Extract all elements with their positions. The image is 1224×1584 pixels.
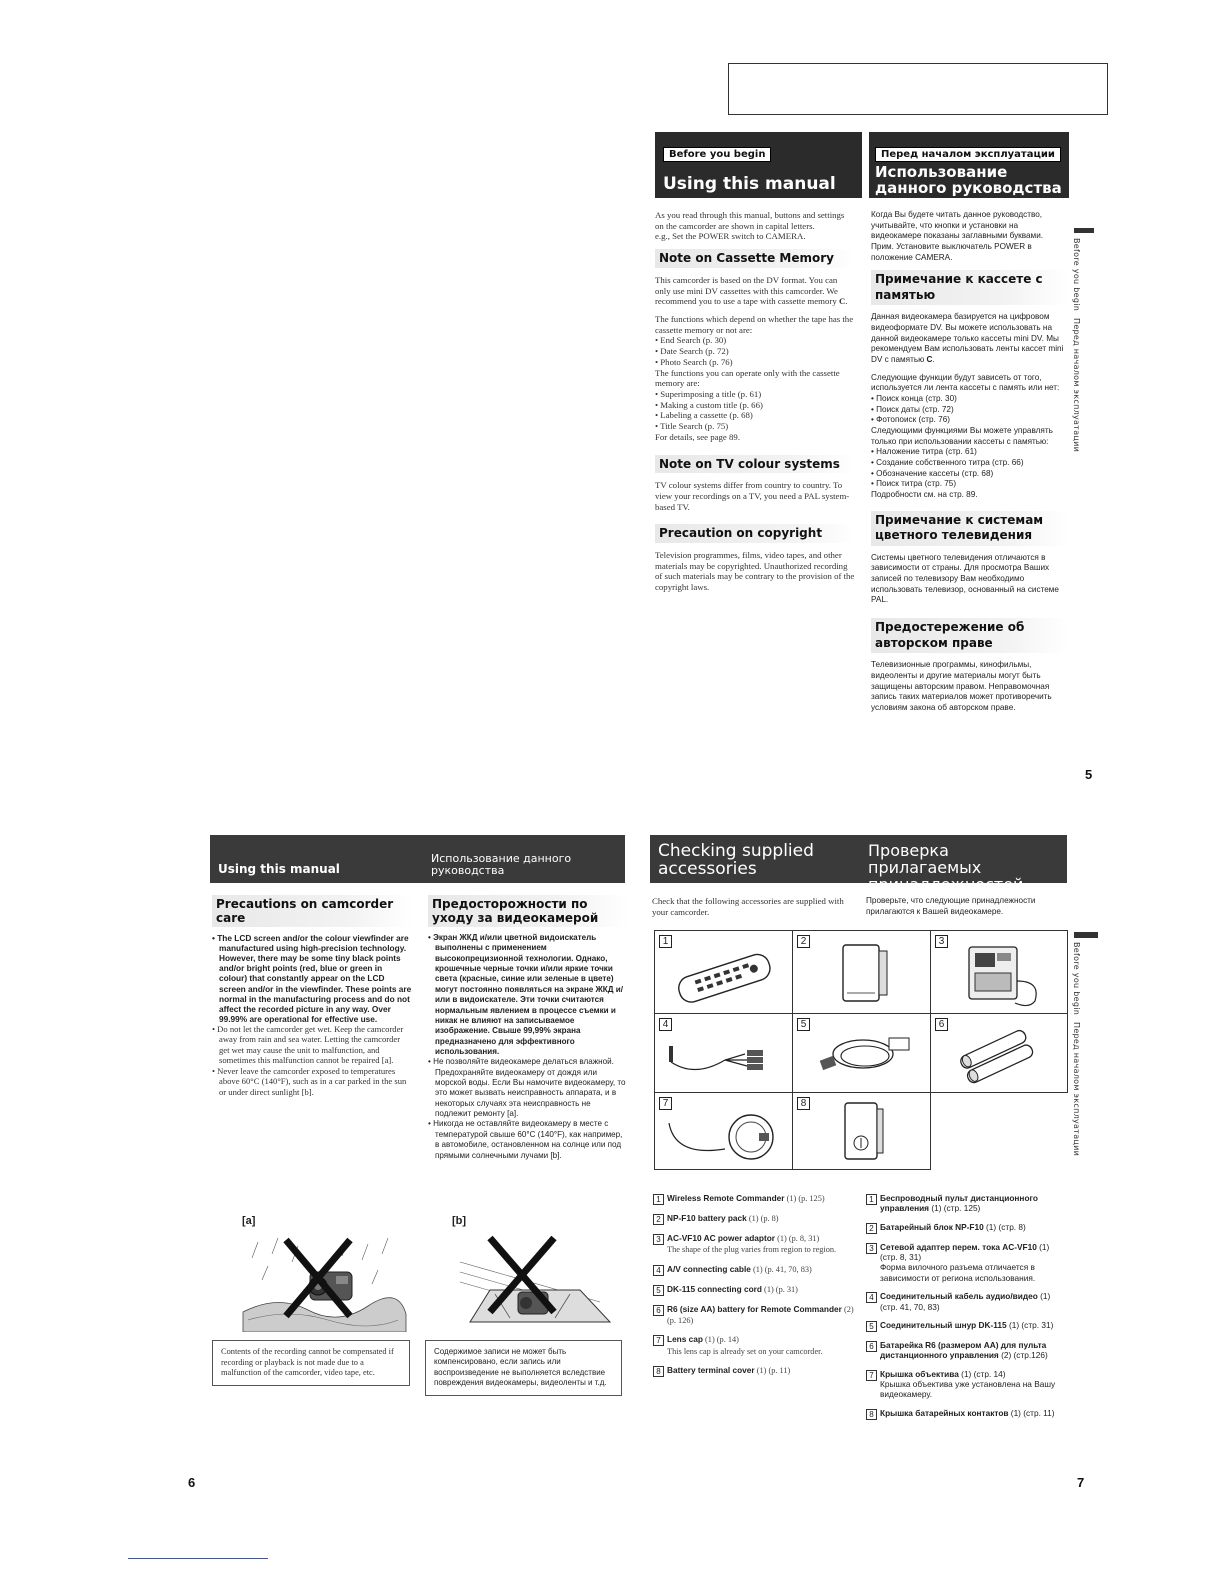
connecting-cord-icon [793, 1014, 931, 1092]
item-number: 8 [866, 1409, 877, 1420]
accessory-cell-av-cable [654, 1013, 793, 1093]
cell-number: 3 [935, 935, 948, 948]
list-item [653, 1233, 858, 1256]
list-item: Photo Search (p. 76) [660, 356, 733, 367]
list-item [866, 1408, 1066, 1420]
battery-pack-icon [793, 931, 931, 1013]
p5-en-cm-list2: • Superimposing a title (p. 61) • Making a custom title (p. 66) • Labeling a cassette (p. 68) • Title Search (p. 75) [655, 388, 763, 432]
item-ref: (2) (p. 126) [667, 1304, 854, 1326]
p5-ru-cp-p: Телевизионные программы, кинофильмы, видеоленты и другие материалы могут быть защищены авторским правом. Неправомочная запись таких материалов может противоречить условиям закона об авторском праве. [871, 660, 1052, 712]
p5-ru-tv-head: Примечание к системам цветного телевидения [871, 511, 1068, 546]
p5-header-ru [869, 132, 1069, 198]
item-ref: (1) (стр. 11) [1008, 1407, 1055, 1418]
item-name: Lens cap [667, 1334, 703, 1345]
p5-en-cp-p: Television programmes, films, video tapes, and other materials may be copyrighted. Unauthorized recording of such materials may be contrary to the provision of the copyright laws. [655, 549, 855, 593]
item-name: Соединительный шнур DK-115 [880, 1319, 1007, 1330]
item-ref: (1) (стр. 8, 31) [880, 1241, 1050, 1263]
p5-ru-cm-list1: • Поиск конца (стр. 30) • Поиск даты (стр. 72) • Фотопоиск (стр. 76) [871, 394, 957, 425]
p7-intro-ru: Проверьте, что следующие принадлежности прилагаются к Вашей видеокамере. [866, 896, 1036, 916]
p5-header-en-title: Using this manual [663, 174, 836, 194]
p5-ru-cp-head: Предостережение об авторском праве [871, 618, 1068, 653]
p6-note-en [212, 1340, 410, 1386]
item-number: 2 [653, 1214, 664, 1225]
item-name: Wireless Remote Commander [667, 1193, 785, 1203]
bullet-text: Никогда не оставляйте видеокамеру в месте с температурой свыше 60°C (140°F), как например, в автомобиле, остановленном на солнце или под прямыми солнечными лучами [b]. [433, 1119, 623, 1160]
p6-header-en [210, 835, 425, 883]
cassette-memory-icon: C [838, 296, 846, 307]
item-name: NP-F10 battery pack [667, 1213, 747, 1223]
item-name: R6 (size AA) battery for Remote Commander [667, 1303, 842, 1314]
item-ref: (1) (p. 8, 31) [775, 1234, 820, 1243]
list-item: Making a custom title (p. 66) [660, 399, 763, 410]
p7-en-accessory-list [653, 1193, 858, 1385]
p6-ru-bullet-1: • Экран ЖКД и/или цветной видоискатель выполнены с применением высокопрецизионной технологии. Однако, крошечные черные точки и/или яркие точки света (красные, синие или зеленые в цвете) могут постоянно появляться на экране ЖКД и/или в видоискателе. Эти точки считаются нормальным явлением в процессе съемки и никак не влияют на записываемое изображение. Свыше 99,99% экрана предназначено для эффективного использования. [428, 933, 623, 1056]
list-item [653, 1304, 858, 1327]
p5-side-tab-en: Before you begin [1072, 238, 1081, 312]
p6-en-head: Precautions on camcorder care [212, 895, 412, 927]
p5-en-cm-p1: This camcorder is based on the DV format. You can only use mini DV cassettes with this camcorder. We recommend you to use a tape with cassette memory [655, 274, 838, 307]
item-note: The shape of the plug varies from region to region. [667, 1245, 837, 1255]
list-item: Title Search (p. 75) [660, 421, 729, 432]
item-ref: (1) (стр. 14) [958, 1368, 1006, 1379]
list-item: Поиск конца (стр. 30) [876, 394, 957, 404]
item-number: 6 [653, 1305, 664, 1316]
cell-number: 6 [935, 1018, 948, 1031]
bullet-text: The LCD screen and/or the colour viewfinder are manufactured using high-precision technology. However, there may be some tiny black points and/or bright points (red, blue or green in colour) that constantly appear on the LCD screen and/or in the viewfinder. These points are normal in the manufacturing process and do not affect the recorded picture in any way. Over 99.99% are operational for effective use. [217, 933, 412, 1024]
p5-ru-intro: Когда Вы будете читать данное руководство, учитывайте, что кнопки и установки на видеокамере показаны заглавными буквами. [871, 210, 1044, 241]
item-number: 3 [653, 1234, 664, 1245]
p6-header-en-title: Using this manual [218, 862, 340, 876]
p5-ru-column: Когда Вы будете читать данное руководство, учитывайте, что кнопки и установки на видеокамере показаны заглавными буквами. Прим. Установите выключатель POWER в положение CAMERA. Примечание к кассете с памятью Данная видеокамера базируется на цифровом видеоформате DV. Вы можете использовать на данной видеокамере только кассеты mini DV. Мы рекомендуем Вам использовать ленты кассет mini DV с памятью C. Следующие функции будут зависеть от того, используется ли лента кассеты с память или нет: • Поиск конца (стр. 30) • Поиск даты (стр. 72) • Фотопоиск (стр. 76) Следующими функциями Вы можете управлять только при использовании кассеты с памятью: • Наложение титра (стр. 61) • Создание собственного титра (стр. 66) • Обозначение кассеты (стр. 68) • Поиск титра (стр. 75) Подробности см. на стр. 89. Примечание к системам цветного телевидения Системы цветного телевидения отличаются в зависимости от страны. Для просмотра Ваших записей по телевизору Вам необходимо использовать телевизор, основанный на системе PAL. Предостережение об авторском праве Телевизионные программы, кинофильмы, видеоленты и другие материалы могут быть защищены авторским правом. Неправомочная запись таких материалов может противоречить условиям закона об авторском праве. [871, 210, 1068, 721]
p7-side-marker [1074, 932, 1098, 938]
item-name: DK-115 connecting cord [667, 1283, 762, 1294]
p5-en-intro2: e.g., Set the POWER switch to CAMERA. [655, 231, 806, 242]
list-item [866, 1193, 1066, 1214]
cell-number: 5 [797, 1018, 810, 1031]
p5-page-number: 5 [1085, 767, 1093, 782]
accessory-cell-adaptor [930, 930, 1068, 1014]
bullet-text: Экран ЖКД и/или цветной видоискатель выполнены с применением высокопрецизионной технологии. Однако, крошечные черные точки и/или яркие точки света (красные, синие или зеленые в цвете) могут постоянно появляться на экране ЖКД и/или в видоискателе. Эти точки считаются нормальным явлением в процессе съемки и никак не влияют на записываемое изображение. Свыше 99,99% экрана предназначено для эффективного использования. [433, 933, 623, 1056]
bullet-text: Never leave the camcorder exposed to temperatures above 60°C (140°F), such as in a car parked in the sun or under direct sunlight [b]. [217, 1065, 407, 1097]
accessory-cell-terminal-cover [792, 1092, 931, 1170]
item-number: 5 [653, 1285, 664, 1296]
p6-header-ru [425, 835, 625, 883]
item-number: 4 [866, 1292, 877, 1303]
p5-ru-cm-p4: Подробности см. на стр. 89. [871, 489, 978, 499]
list-item: Наложение титра (стр. 61) [876, 447, 977, 457]
list-item [653, 1334, 858, 1357]
p6-note-ru-text: Содержимое записи не может быть компенсировано, если запись или воспроизведение не выполняется вследствие повреждения видеокамеры, видеоленты и т.д. [434, 1347, 607, 1388]
item-name: Крышка объектива [880, 1368, 959, 1379]
p5-en-cm-p4: For details, see page 89. [655, 431, 741, 442]
accessory-cell-remote [654, 930, 793, 1014]
p5-header-ru-title: Использование данного руководства [875, 163, 1062, 197]
cassette-memory-icon: C [926, 355, 933, 365]
p7-intro-en: Check that the following accessories are supplied with your camcorder. [652, 896, 844, 917]
accessory-cell-lens-cap [654, 1092, 793, 1170]
list-item: Обозначение кассеты (стр. 68) [876, 468, 994, 478]
list-item [653, 1365, 858, 1377]
list-item: Создание собственного титра (стр. 66) [876, 458, 1024, 467]
p6-ru-column [428, 895, 628, 1161]
p6-en-bullet-2: • Do not let the camcorder get wet. Keep the camcorder away from rain and sea water. Letting the camcorder get wet may cause the unit to malfunction, and sometimes this malfunction cannot be repaired [a]. [212, 1023, 404, 1066]
item-name: Батарейка R6 (размером AA) для пульта дистанционного управления [880, 1339, 1047, 1361]
p5-en-tv-head: Note on TV colour systems [655, 455, 855, 474]
item-number: 8 [653, 1366, 664, 1377]
p5-en-intro: As you read through this manual, buttons and settings on the camcorder are shown in capital letters. [655, 210, 845, 231]
item-number: 1 [653, 1194, 664, 1205]
item-ref: (1) (p. 41, 70, 83) [750, 1264, 812, 1274]
list-item [653, 1264, 858, 1276]
item-name: Battery terminal cover [667, 1365, 755, 1376]
remote-commander-icon [655, 931, 793, 1013]
list-item [866, 1291, 1066, 1312]
item-name: A/V connecting cable [667, 1263, 751, 1274]
p7-header-en [650, 835, 862, 883]
list-item: Date Search (p. 72) [660, 346, 729, 357]
item-name: Батарейный блок NP-F10 [880, 1221, 984, 1232]
item-number: 7 [653, 1335, 664, 1346]
accessory-cell-battery [792, 930, 931, 1014]
p6-en-column [212, 895, 412, 1097]
aa-batteries-icon [931, 1014, 1069, 1092]
p6-header-ru-title: Использование данного руководства [431, 852, 572, 877]
list-item: Поиск даты (стр. 72) [876, 404, 954, 414]
list-item [866, 1242, 1066, 1283]
cell-number: 8 [797, 1097, 810, 1110]
p7-ru-accessory-list [866, 1193, 1066, 1428]
list-item: Поиск титра (стр. 75) [876, 479, 957, 489]
top-empty-box [728, 63, 1108, 115]
list-item: Labeling a cassette (p. 68) [660, 410, 753, 421]
item-ref: (1) (p. 31) [761, 1284, 798, 1294]
p5-ru-cm-list2: • Наложение титра (стр. 61) • Создание собственного титра (стр. 66) • Обозначение кассеты (стр. 68) • Поиск титра (стр. 75) [871, 447, 1024, 489]
p5-en-cm-list1: • End Search (p. 30) • Date Search (p. 72) • Photo Search (p. 76) [655, 335, 733, 367]
p5-ru-cm-head: Примечание к кассете с памятью [871, 270, 1068, 305]
item-ref: (1) (p. 14) [702, 1335, 739, 1345]
list-item: Фотопоиск (стр. 76) [876, 415, 950, 425]
p5-en-cm-head: Note on Cassette Memory [655, 249, 855, 268]
p6-label-b: [b] [452, 1215, 467, 1227]
p5-ru-cm-p1: Данная видеокамера базируется на цифровом видеоформате DV. Вы можете использовать на данной видеокамере только кассеты mini DV. Мы рекомендуем Вам использовать ленты кассет mini DV с памятью [871, 312, 1064, 365]
p6-label-a: [a] [242, 1215, 256, 1227]
item-ref: (1) (p. 11) [754, 1366, 791, 1376]
p5-en-cm-p3: The functions you can operate only with the cassette memory are: [655, 367, 840, 389]
item-ref: (1) (p. 8) [746, 1214, 779, 1223]
lens-cap-icon [655, 1093, 793, 1169]
item-ref: (1) (стр. 31) [1006, 1319, 1054, 1330]
item-number: 1 [866, 1194, 877, 1205]
p7-header-ru-title: Проверка прилагаемых принадлежностей [868, 841, 1024, 894]
p5-ru-tv-p: Системы цветного телевидения отличаются в зависимости от страны. Для просмотра Ваших записей по телевизору Вам необходимо использовать телевизор, основанный на системе PAL. [871, 552, 1059, 605]
p5-side-tab-ru: Перед началом эксплуатации [1072, 318, 1081, 453]
item-ref: (1) (стр. 8) [983, 1221, 1026, 1232]
item-name: Крышка батарейных контактов [880, 1407, 1009, 1418]
item-number: 4 [653, 1265, 664, 1276]
p6-page-number: 6 [188, 1475, 196, 1490]
p7-accessory-grid [654, 930, 1068, 1170]
cell-number: 4 [659, 1018, 672, 1031]
list-item [866, 1320, 1066, 1332]
p5-header-en [655, 132, 862, 198]
p7-header-ru [862, 835, 1067, 894]
p6-illustration-sun-car [450, 1232, 620, 1332]
p5-en-cp-head: Precaution on copyright [655, 524, 855, 543]
item-name: Соединительный кабель аудио/видео [880, 1291, 1038, 1302]
list-item [653, 1193, 858, 1205]
p6-ru-bullet-2: • Не позволяйте видеокамере делаться влажной. Предохраняйте видеокамеру от дождя или морской воды. Если Вы намочите видеокамеру, то это может вызвать неисправность аппарата, и в некоторых случаях эта неисправность не подлежит ремонту [a]. [428, 1057, 626, 1119]
cell-number: 1 [659, 935, 672, 948]
item-number: 5 [866, 1321, 877, 1332]
list-item [653, 1213, 858, 1225]
p7-side-tab-en: Before you begin [1072, 942, 1081, 1016]
footer-link-underline [128, 1558, 268, 1559]
item-ref: (1) (стр. 41, 70, 83) [880, 1291, 1051, 1312]
bullet-text: Do not let the camcorder get wet. Keep the camcorder away from rain and sea water. Letting the camcorder get wet may cause the unit to malfunction, and sometimes this malfunction cannot be repaired [a]. [217, 1023, 404, 1066]
accessory-cell-aa-batteries [930, 1013, 1068, 1093]
list-item [866, 1340, 1066, 1361]
item-note: Форма вилочного разъема отличается в зависимости от региона использования. [880, 1262, 1036, 1283]
list-item [866, 1369, 1066, 1400]
item-number: 3 [866, 1243, 877, 1254]
item-name: AC-VF10 AC power adaptor [667, 1233, 776, 1243]
bullet-text: Не позволяйте видеокамере делаться влажной. Предохраняйте видеокамеру от дождя или морской воды. Если Вы намочите видеокамеру, то это может вызвать неисправность аппарата, и в некоторых случаях эта неисправность не подлежит ремонту [a]. [433, 1057, 626, 1119]
item-ref: (2) (стр.126) [998, 1350, 1048, 1361]
p5-side-marker [1074, 228, 1094, 233]
list-item [866, 1222, 1066, 1234]
item-number: 2 [866, 1223, 877, 1234]
battery-terminal-cover-icon [793, 1093, 931, 1169]
accessory-cell-connecting-cord [792, 1013, 931, 1093]
item-note: Крышка объектива уже установлена на Вашу видеокамеру. [880, 1378, 1056, 1400]
p6-en-bullet-1: • The LCD screen and/or the colour viewfinder are manufactured using high-precision technology. However, there may be some tiny black points and/or bright points (red, blue or green in colour) that constantly appear on the LCD screen and/or in the viewfinder. These points are normal in the manufacturing process and do not affect the recorded picture in any way. Over 99.99% are operational for effective use. [212, 933, 412, 1024]
item-name: Сетевой адаптер перем. тока AC-VF10 [880, 1241, 1037, 1252]
item-ref: (1) (p. 125) [784, 1194, 825, 1203]
p6-illustration-rain [238, 1232, 408, 1332]
p7-page-number: 7 [1077, 1475, 1085, 1490]
item-name: Беспроводный пульт дистанционного управления [880, 1193, 1038, 1214]
p6-en-bullet-3: • Never leave the camcorder exposed to temperatures above 60°C (140°F), such as in a car parked in the sun or under direct sunlight [b]. [212, 1065, 407, 1097]
av-cable-icon [655, 1014, 793, 1092]
p5-ru-cm-p3: Следующими функциями Вы можете управлять только при использовании кассеты с памятью: [871, 426, 1053, 446]
item-number: 6 [866, 1341, 877, 1352]
p5-en-tv-p: TV colour systems differ from country to country. To view your recordings on a TV, you need a PAL system-based TV. [655, 480, 850, 512]
item-ref: (1) (стр. 125) [929, 1203, 981, 1214]
cell-number: 7 [659, 1097, 672, 1110]
p5-en-column: As you read through this manual, buttons and settings on the camcorder are shown in capital letters. e.g., Set the POWER switch to CAMERA. Note on Cassette Memory This camcorder is based on the DV format. You can only use mini DV cassettes with this camcorder. We recommend you to use a tape with cassette memory C. The functions which depend on whether the tape has the cassette memory or not are: • End Search (p. 30) • Date Search (p. 72) • Photo Search (p. 76) The functions you can operate only with the cassette memory are: • Superimposing a title (p. 61) • Making a custom title (p. 66) • Labeling a cassette (p. 68) • Title Search (p. 75) For details, see page 89. Note on TV colour systems TV colour systems differ from country to country. To view your recordings on a TV, you need a PAL system-based TV. Precaution on copyright Television programmes, films, video tapes, and other materials may be copyrighted. Unauthorized recording of such materials may be contrary to the provision of the copyright laws. [655, 210, 855, 593]
p6-note-ru [425, 1340, 622, 1396]
list-item: End Search (p. 30) [660, 335, 727, 346]
p5-header-ru-tag: Перед началом эксплуатации [875, 147, 1061, 162]
cell-number: 2 [797, 935, 810, 948]
item-number: 7 [866, 1370, 877, 1381]
p5-ru-intro2: Прим. Установите выключатель POWER в положение CAMERA. [871, 241, 1032, 262]
p5-ru-cm-p2: Следующие функции будут зависеть от того, используется ли лента кассеты с память или нет: [871, 372, 1060, 393]
p6-note-en-text: Contents of the recording cannot be compensated if recording or playback is not made due to a malfunction of the camcorder, video tape, etc. [221, 1347, 394, 1377]
item-note: This lens cap is already set on your camcorder. [667, 1346, 823, 1356]
list-item: Superimposing a title (p. 61) [660, 388, 762, 399]
p7-header-en-title: Checking supplied accessories [658, 841, 814, 879]
ac-adaptor-icon [931, 931, 1069, 1013]
p6-ru-bullet-3: • Никогда не оставляйте видеокамеру в месте с температурой свыше 60°C (140°F), как например, в автомобиле, остановленном на солнце или под прямыми солнечными лучами [b]. [428, 1119, 623, 1160]
p6-ru-head: Предосторожности по уходу за видеокамерой [428, 895, 628, 927]
list-item [653, 1284, 858, 1296]
p5-en-cm-p2: The functions which depend on whether the tape has the cassette memory or not are: [655, 313, 854, 335]
p7-side-tab-ru: Перед началом эксплуатации [1072, 1022, 1081, 1157]
p5-header-en-tag: Before you begin [663, 147, 771, 162]
